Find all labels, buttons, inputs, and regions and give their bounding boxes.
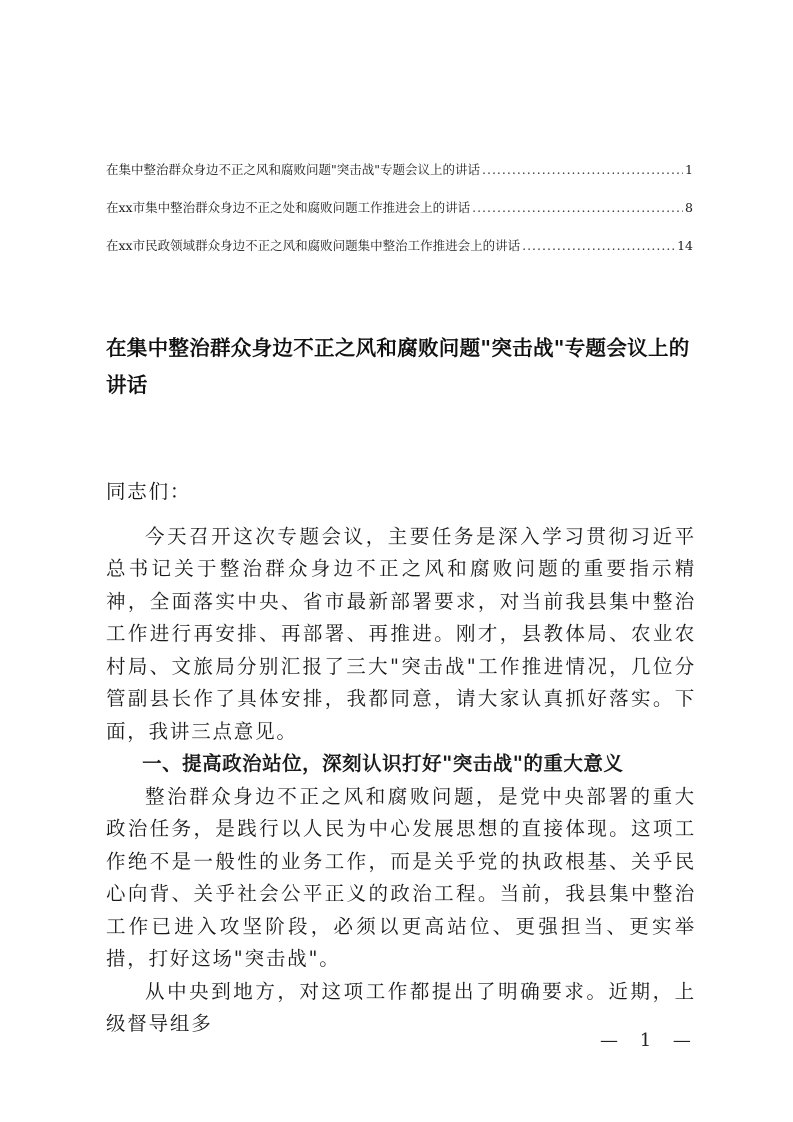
toc-entry-page: 1	[685, 162, 693, 177]
document-body	[106, 476, 696, 1041]
toc-leader-dots	[482, 162, 683, 177]
toc-entry[interactable]	[106, 198, 693, 236]
toc-entry[interactable]	[106, 160, 693, 198]
section-heading: 一、提高政治站位，深刻认识打好"突击战"的重大意义	[142, 752, 624, 775]
toc-entry[interactable]	[106, 236, 693, 274]
table-of-contents	[106, 160, 693, 274]
document-title: 在集中整治群众身边不正之风和腐败问题"突击战"专题会议上的讲话	[106, 336, 690, 397]
page-number: — 1 —	[600, 1030, 699, 1051]
toc-entry-page: 8	[685, 200, 693, 215]
body-paragraph: 从中央到地方，对这项工作都提出了明确要求。近期，上级督导组多	[106, 979, 696, 1035]
salutation: 同志们：	[106, 480, 192, 503]
toc-leader-dots	[472, 200, 683, 215]
body-paragraph: 今天召开这次专题会议，主要任务是深入学习贯彻习近平总书记关于整治群众身边不正之风和腐败问题的重要指示精神，全面落实中央、省市最新部署要求，对当前我县集中整治工作进行再安排、再部署、再推进。刚才，县教体局、农业农村局、文旅局分别汇报了三大"突击战"工作推进情况，几位分管副县长作了具体安排，我都同意，请大家认真抓好落实。下面，我讲三点意见。	[106, 524, 696, 743]
toc-entry-title: 在xx市集中整治群众身边不正之处和腐败问题工作推进会上的讲话	[106, 200, 471, 215]
toc-leader-dots	[522, 238, 675, 253]
toc-entry-page: 14	[677, 238, 693, 253]
body-paragraph: 整治群众身边不正之风和腐败问题，是党中央部署的重大政治任务，是践行以人民为中心发展思想的直接体现。这项工作绝不是一般性的业务工作，而是关乎党的执政根基、关乎民心向背、关乎社会公平正义的政治工程。当前，我县集中整治工作已进入攻坚阶段，必须以更高站位、更强担当、更实举措，打好这场"突击战"。	[106, 784, 696, 970]
toc-entry-title: 在集中整治群众身边不正之风和腐败问题"突击战"专题会议上的讲话	[106, 162, 481, 177]
toc-entry-title: 在xx市民政领域群众身边不正之风和腐败问题集中整治工作推进会上的讲话	[106, 238, 521, 253]
